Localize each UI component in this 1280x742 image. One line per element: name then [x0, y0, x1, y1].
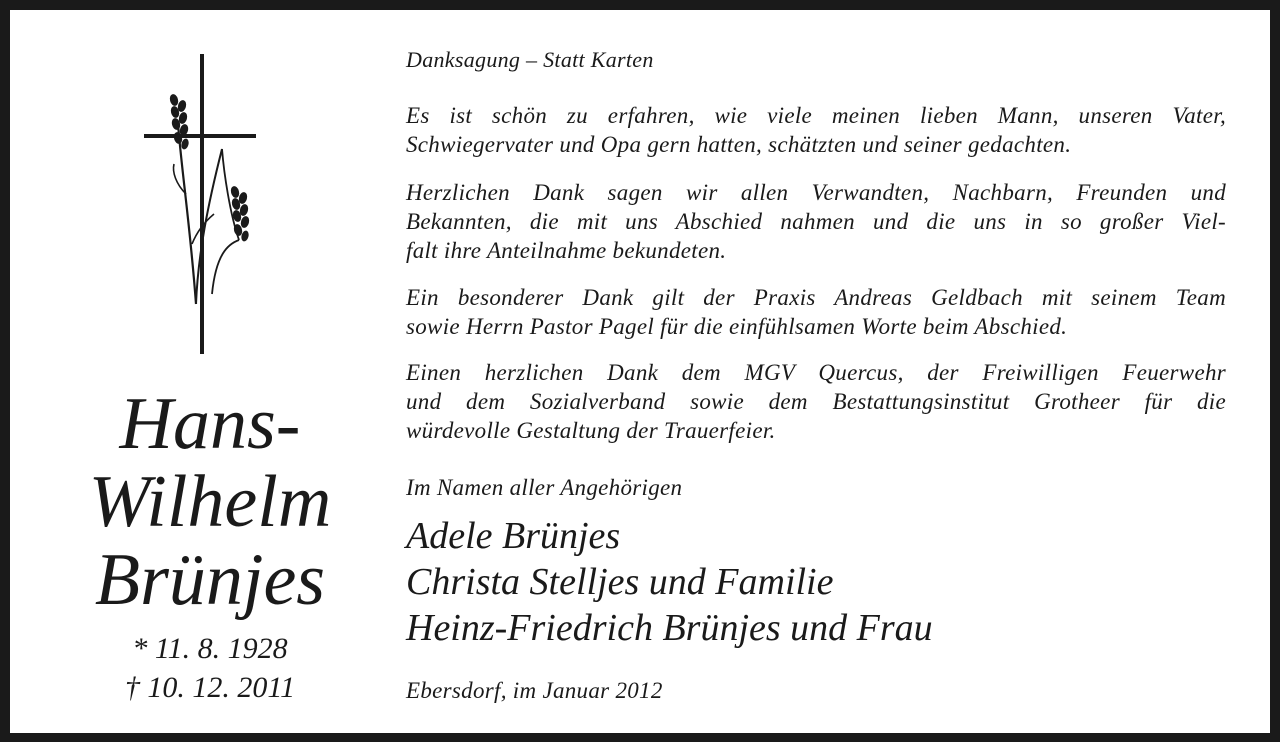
- deceased-name-line-1: Hans-: [119, 383, 301, 465]
- thanks-paragraph-2: [406, 178, 1226, 265]
- notice-heading: Danksagung – Statt Karten: [406, 47, 654, 72]
- deceased-name-line-2: Wilhelm: [88, 461, 332, 543]
- paragraph-line: Einen herzlichen Dank dem MGV Quercus, der Freiwilligen Feuerwehr: [406, 360, 1226, 385]
- thanks-paragraph-3: [406, 283, 1226, 341]
- birth-date: * 11. 8. 1928: [132, 632, 288, 665]
- paragraph-line: und dem Sozialverband sowie dem Bestattungsinstitut Grotheer für die: [406, 389, 1226, 414]
- signer-name: Adele Brünjes: [406, 515, 621, 557]
- paragraph-line: sowie Herrn Pastor Pagel für die einfühlsamen Worte beim Abschied.: [406, 314, 1068, 339]
- paragraph-line: würdevolle Gestaltung der Trauerfeier.: [406, 418, 776, 443]
- cross-with-wheat-icon: [138, 54, 262, 356]
- paragraph-line: Es ist schön zu erfahren, wie viele meinen lieben Mann, unseren Vater,: [406, 103, 1226, 128]
- paragraph-line: Bekannten, die mit uns Abschied nahmen und die uns in so großer Viel-: [406, 209, 1226, 234]
- paragraph-line: Ein besonderer Dank gilt der Praxis Andreas Geldbach mit seinem Team: [406, 285, 1226, 310]
- place-and-date: Ebersdorf, im Januar 2012: [406, 678, 663, 703]
- paragraph-line: Schwiegervater und Opa gern hatten, schätzten und seiner gedachten.: [406, 132, 1072, 157]
- signer-name: Christa Stelljes und Familie: [406, 561, 834, 603]
- death-date: † 10. 12. 2011: [124, 671, 296, 704]
- paragraph-line: falt ihre Anteilnahme bekundeten.: [406, 238, 727, 263]
- paragraph-line: Herzlichen Dank sagen wir allen Verwandten, Nachbarn, Freunden und: [406, 180, 1226, 205]
- thanks-paragraph-4: [406, 358, 1226, 445]
- signer-name: Heinz-Friedrich Brünjes und Frau: [406, 607, 933, 649]
- deceased-name-line-3: Brünjes: [94, 539, 326, 621]
- signoff-line: Im Namen aller Angehörigen: [406, 475, 683, 500]
- thanks-paragraph-1: [406, 101, 1226, 159]
